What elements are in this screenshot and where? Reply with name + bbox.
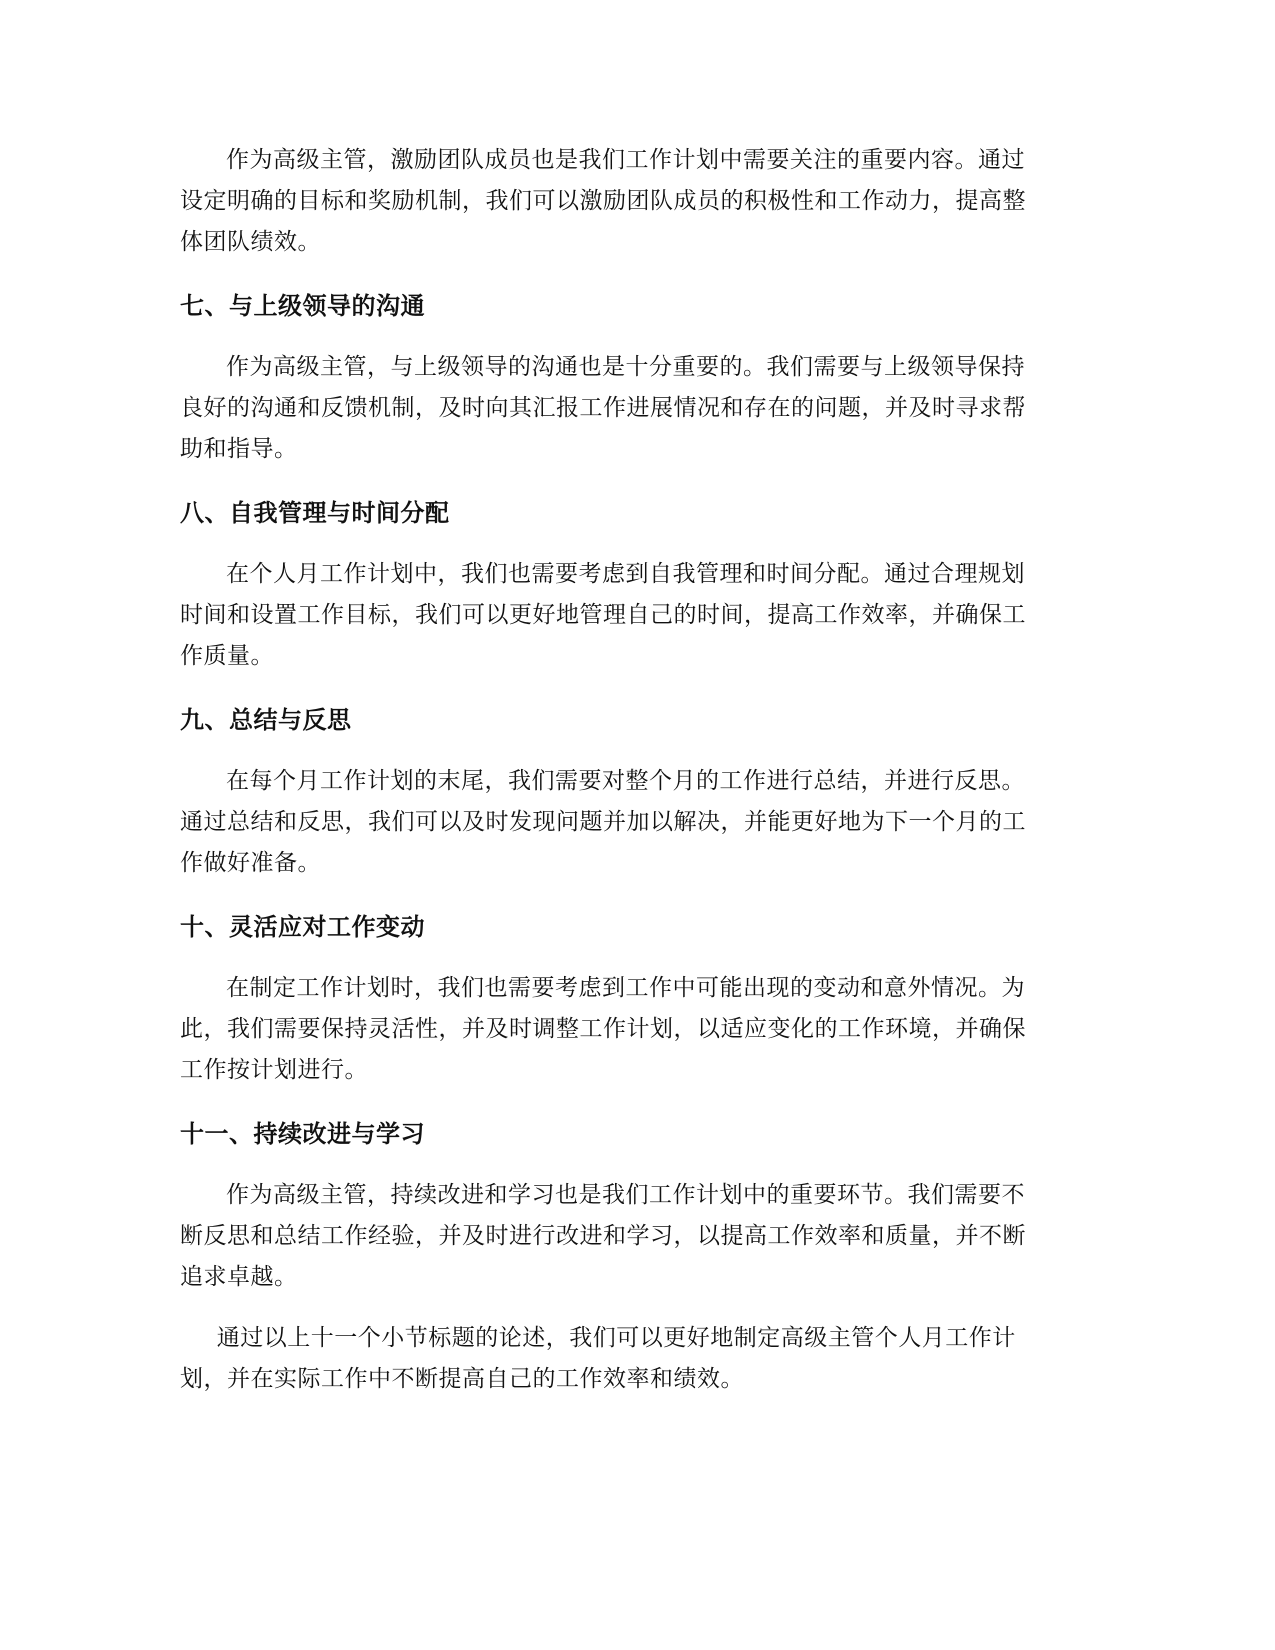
section-body-8: 在个人月工作计划中，我们也需要考虑到自我管理和时间分配。通过合理规划时间和设置工作目标，我们可以更好地管理自己的时间，提高工作效率，并确保工作质量。 xyxy=(180,561,1026,669)
section-body-10: 在制定工作计划时，我们也需要考虑到工作中可能出现的变动和意外情况。为此，我们需要保持灵活性，并及时调整工作计划，以适应变化的工作环境，并确保工作按计划进行。 xyxy=(180,975,1026,1083)
section-body-9: 在每个月工作计划的末尾，我们需要对整个月的工作进行总结，并进行反思。通过总结和反思，我们可以及时发现问题并加以解决，并能更好地为下一个月的工作做好准备。 xyxy=(180,768,1026,876)
section-heading-7: 七、与上级领导的沟通 xyxy=(180,292,425,320)
section-heading-10: 十、灵活应对工作变动 xyxy=(180,913,425,941)
section-heading-11: 十一、持续改进与学习 xyxy=(180,1120,425,1148)
section-heading-9: 九、总结与反思 xyxy=(180,706,352,734)
closing-paragraph: 通过以上十一个小节标题的论述，我们可以更好地制定高级主管个人月工作计划，并在实际工作中不断提高自己的工作效率和绩效。 xyxy=(180,1325,1016,1392)
section-heading-8: 八、自我管理与时间分配 xyxy=(180,499,450,527)
intro-paragraph: 作为高级主管，激励团队成员也是我们工作计划中需要关注的重要内容。通过设定明确的目标和奖励机制，我们可以激励团队成员的积极性和工作动力，提高整体团队绩效。 xyxy=(180,147,1026,255)
section-body-7: 作为高级主管，与上级领导的沟通也是十分重要的。我们需要与上级领导保持良好的沟通和反馈机制，及时向其汇报工作进展情况和存在的问题，并及时寻求帮助和指导。 xyxy=(180,354,1026,462)
document-page xyxy=(180,140,1040,1400)
section-body-11: 作为高级主管，持续改进和学习也是我们工作计划中的重要环节。我们需要不断反思和总结工作经验，并及时进行改进和学习，以提高工作效率和质量，并不断追求卓越。 xyxy=(180,1182,1026,1290)
